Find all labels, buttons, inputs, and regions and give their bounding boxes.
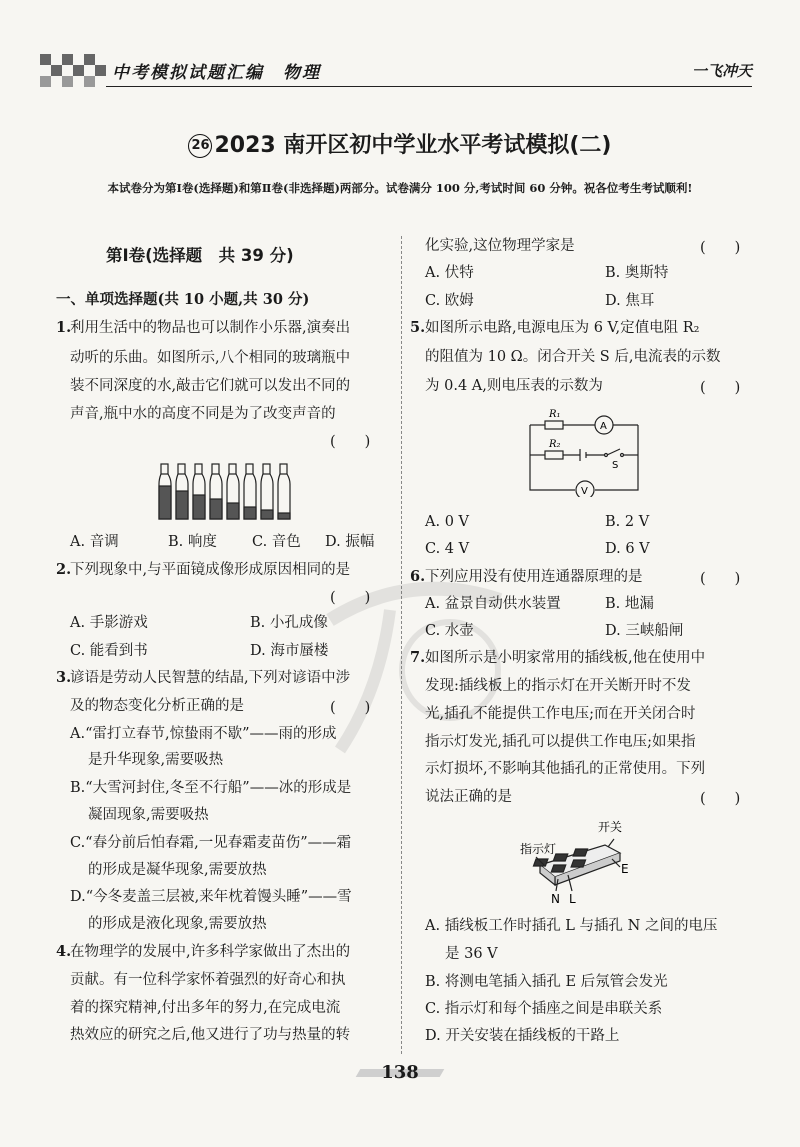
q2-option: C. 能看到书 <box>70 643 148 659</box>
section-subtitle: 一、单项选择题(共 10 小题,共 30 分) <box>56 291 310 308</box>
section-title: 第Ⅰ卷(选择题 共 39 分) <box>106 246 294 265</box>
book-title: 中考模拟试题汇编 物理 <box>112 63 321 83</box>
q1-option: B. 响度 <box>168 534 217 550</box>
bottle <box>227 464 239 519</box>
q7-number: 7. <box>410 649 426 666</box>
q4-line: 着的探究精神,付出多年的努力,在完成电流 <box>70 1000 341 1016</box>
q5-line: 为 0.4 A,则电压表的示数为 <box>425 378 603 394</box>
answer-paren: ( ) <box>700 240 741 256</box>
q2-option: A. 手影游戏 <box>70 615 148 631</box>
switch-label: 开关 <box>598 820 623 834</box>
q4-option: C. 欧姆 <box>425 293 474 309</box>
switch-label: S <box>612 460 619 471</box>
q3-option: A.“雷打立春节,惊蛰雨不歇”——雨的形成 <box>70 726 337 742</box>
q4-line: 贡献。有一位科学家怀着强烈的好奇心和执 <box>70 972 346 988</box>
bottle <box>278 464 290 519</box>
q3-option: 凝固现象,需要吸热 <box>88 807 209 823</box>
exam-number: 26 <box>188 134 212 158</box>
bottles-figure <box>158 462 300 522</box>
circuit-diagram <box>520 405 650 497</box>
q4-line: 在物理学的发展中,许多科学家做出了杰出的 <box>70 944 351 960</box>
q5-line: 如图所示电路,电源电压为 6 V,定值电阻 R₂ <box>425 320 700 336</box>
q7-option: A. 插线板工作时插孔 L 与插孔 N 之间的电压 <box>425 918 718 934</box>
q3-option: C.“春分前后怕春霜,一见春霜麦苗伤”——霜 <box>70 835 352 851</box>
answer-paren: ( ) <box>700 571 741 587</box>
bottle <box>244 464 256 519</box>
q7-line: 示灯损坏,不影响其他插孔的正常使用。下列 <box>425 761 706 777</box>
q7-line: 光,插孔不能提供工作电压;而在开关闭合时 <box>425 706 696 722</box>
q7-line: 指示灯发光,插孔可以提供工作电压;如果指 <box>425 734 696 750</box>
r2-label: R₂ <box>549 439 561 450</box>
q4-continued: 化实验,这位物理学家是 <box>425 238 575 254</box>
q1-option: A. 音调 <box>70 534 119 550</box>
ammeter-label: A <box>600 421 607 432</box>
socket-l-label: L <box>569 892 576 905</box>
q5-option: A. 0 V <box>425 514 469 530</box>
checker-decoration <box>40 54 106 88</box>
q2-stem: 下列现象中,与平面镜成像形成原因相同的是 <box>70 562 351 578</box>
voltmeter-label: V <box>581 486 588 497</box>
q7-option: C. 指示灯和每个插座之间是串联关系 <box>425 1001 663 1017</box>
exam-intro: 本试卷分为第Ⅰ卷(选择题)和第Ⅱ卷(非选择题)两部分。试卷满分 100 分,考试时间 60 分钟。祝各位考生考试顺利! <box>107 181 693 195</box>
q3-line: 及的物态变化分析正确的是 <box>70 698 244 714</box>
bottle <box>193 464 205 519</box>
q5-option: C. 4 V <box>425 541 470 557</box>
page-header <box>40 52 752 90</box>
q3-option: 的形成是凝华现象,需要放热 <box>88 862 267 878</box>
q7-line: 说法正确的是 <box>425 789 512 805</box>
q1-line: 装不同深度的水,敲击它们就可以发出不同的 <box>70 378 351 394</box>
q7-line: 发现:插线板上的指示灯在开关断开时不发 <box>425 678 691 694</box>
socket-e-label: E <box>621 862 629 876</box>
q5-option: B. 2 V <box>605 514 650 530</box>
q6-option: D. 三峡船闸 <box>605 623 684 639</box>
q6-option: A. 盆景自动供水装置 <box>425 596 561 612</box>
q2-number: 2. <box>56 561 72 578</box>
q2-option: B. 小孔成像 <box>250 615 328 631</box>
power-strip-figure <box>520 815 640 905</box>
q1-line: 声音,瓶中水的高度不同是为了改变声音的 <box>70 406 336 422</box>
q4-option: A. 伏特 <box>425 265 474 281</box>
r1-label: R₁ <box>549 409 561 420</box>
q2-option: D. 海市蜃楼 <box>250 643 329 659</box>
q1-option: C. 音色 <box>252 534 301 550</box>
q3-option: D.“今冬麦盖三层被,来年枕着馒头睡”——雪 <box>70 889 352 905</box>
header-divider <box>106 86 752 87</box>
bottle <box>176 464 188 519</box>
q1-number: 1. <box>56 319 72 336</box>
q7-option: 是 36 V <box>445 946 498 962</box>
q3-option: 的形成是液化现象,需要放热 <box>88 916 267 932</box>
exam-title-text: 2023 南开区初中学业水平考试模拟(二) <box>214 133 612 158</box>
socket-n-label: N <box>551 892 560 905</box>
q3-line: 谚语是劳动人民智慧的结晶,下列对谚语中涉 <box>70 670 351 686</box>
bottle <box>159 464 171 519</box>
q6-number: 6. <box>410 568 426 585</box>
answer-paren: ( ) <box>330 590 371 606</box>
q3-number: 3. <box>56 669 72 686</box>
q5-line: 的阻值为 10 Ω。闭合开关 S 后,电流表的示数 <box>425 349 721 365</box>
q6-stem: 下列应用没有使用连通器原理的是 <box>425 569 643 585</box>
q5-option: D. 6 V <box>605 541 650 557</box>
q3-option: B.“大雪河封住,冬至不行船”——冰的形成是 <box>70 780 352 796</box>
answer-paren: ( ) <box>700 791 741 807</box>
q5-number: 5. <box>410 319 426 336</box>
answer-paren: ( ) <box>330 700 371 716</box>
q6-option: C. 水壶 <box>425 623 474 639</box>
q1-line: 动听的乐曲。如图所示,八个相同的玻璃瓶中 <box>70 350 351 366</box>
q4-option: B. 奥斯特 <box>605 265 669 281</box>
exam-title <box>0 128 800 159</box>
q7-option: B. 将测电笔插入插孔 E 后氖管会发光 <box>425 974 668 990</box>
q1-line: 利用生活中的物品也可以制作小乐器,演奏出 <box>70 320 351 336</box>
page-number: 138 <box>368 1058 432 1088</box>
answer-paren: ( ) <box>700 380 741 396</box>
answer-paren: ( ) <box>330 434 371 450</box>
indicator-label: 指示灯 <box>520 842 557 856</box>
q7-line: 如图所示是小明家常用的插线板,他在使用中 <box>425 650 706 666</box>
q4-option: D. 焦耳 <box>605 293 655 309</box>
bottle <box>210 464 222 519</box>
q1-option: D. 振幅 <box>325 534 375 550</box>
bottle <box>261 464 273 519</box>
brand-logo: 一飞冲天 <box>691 62 752 80</box>
q3-option: 是升华现象,需要吸热 <box>88 752 224 768</box>
q4-number: 4. <box>56 943 72 960</box>
q7-option: D. 开关安装在插线板的干路上 <box>425 1028 620 1044</box>
q6-option: B. 地漏 <box>605 596 654 612</box>
q4-line: 热效应的研究之后,他又进行了功与热量的转 <box>70 1027 351 1043</box>
